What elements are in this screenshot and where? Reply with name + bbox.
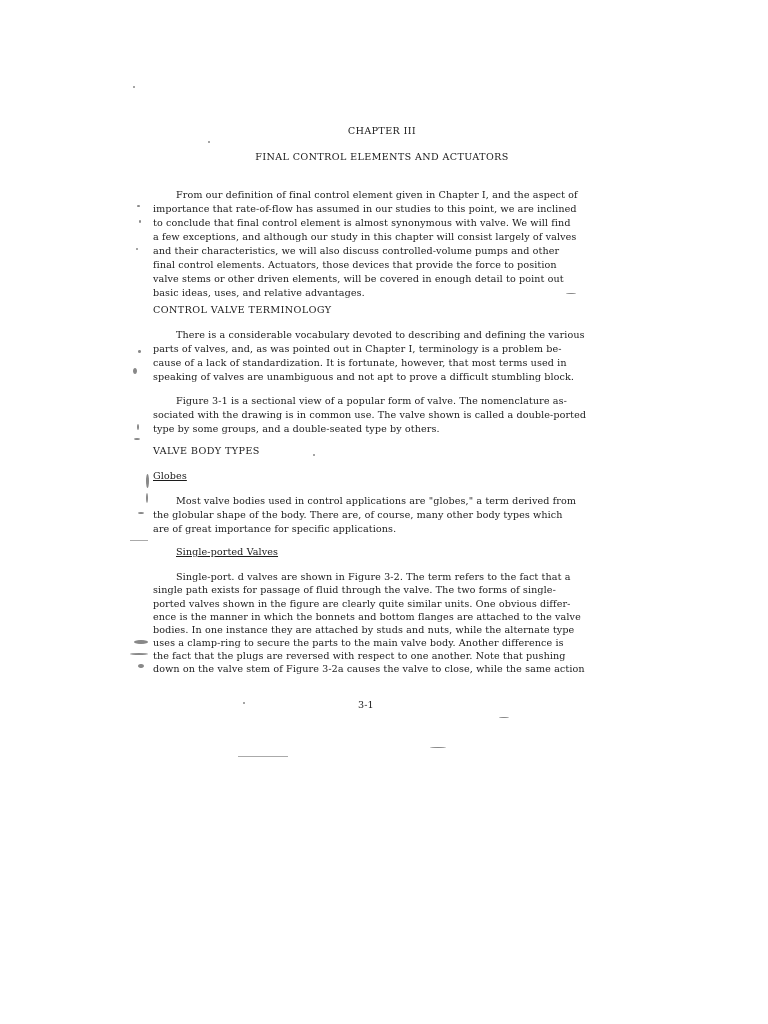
section-heading-body-types: VALVE BODY TYPES bbox=[153, 446, 260, 457]
terminology-line: parts of valves, and, as was pointed out in Chapter I, terminology is a problem be- bbox=[153, 344, 562, 355]
scan-speck bbox=[313, 454, 315, 456]
scan-streak bbox=[238, 756, 288, 757]
single-ported-line: the fact that the plugs are reversed with respect to one another. Note that pushing bbox=[153, 651, 566, 662]
scan-speck bbox=[138, 350, 141, 353]
scan-speck bbox=[499, 717, 509, 718]
globes-line: the globular shape of the body. There are, of course, many other body types which bbox=[153, 510, 563, 521]
scan-speck bbox=[208, 141, 210, 143]
subheading-globes: Globes bbox=[153, 471, 187, 482]
scan-speck bbox=[138, 664, 144, 668]
single-ported-line: down on the valve stem of Figure 3-2a causes the valve to close, while the same action bbox=[153, 664, 585, 675]
scan-speck bbox=[139, 220, 141, 223]
terminology-line: cause of a lack of standardization. It is fortunate, however, that most terms used in bbox=[153, 358, 567, 369]
intro-line: a few exceptions, and although our study in this chapter will consist largely of valves bbox=[153, 232, 577, 243]
terminology-line: There is a considerable vocabulary devoted to describing and defining the various bbox=[176, 330, 585, 341]
intro-line: final control elements. Actuators, those devices that provide the force to position bbox=[153, 260, 557, 271]
scan-speck bbox=[134, 438, 140, 440]
scan-speck bbox=[137, 424, 139, 430]
scan-speck bbox=[136, 248, 138, 250]
single-ported-line: ence is the manner in which the bonnets and bottom flanges are attached to the valve bbox=[153, 612, 581, 623]
intro-line: importance that rate-of-flow has assumed in our studies to this point, we are inclined bbox=[153, 204, 577, 215]
scan-speck bbox=[146, 474, 149, 488]
single-ported-line: single path exists for passage of fluid through the valve. The two forms of single- bbox=[153, 585, 556, 596]
globes-line: Most valve bodies used in control applications are "globes," a term derived from bbox=[176, 496, 577, 507]
intro-line: to conclude that final control element is almost synonymous with valve. We will find bbox=[153, 218, 571, 229]
page-number: 3-1 bbox=[358, 700, 374, 711]
subheading-single-ported: Single-ported Valves bbox=[176, 547, 279, 558]
section-heading-terminology: CONTROL VALVE TERMINOLOGY bbox=[153, 305, 332, 316]
terminology-line: type by some groups, and a double-seated type by others. bbox=[153, 424, 440, 435]
scan-speck bbox=[130, 653, 148, 655]
chapter-title: FINAL CONTROL ELEMENTS AND ACTUATORS bbox=[255, 152, 509, 163]
single-ported-line: ported valves shown in the figure are clearly quite similar units. One obvious differ- bbox=[153, 599, 571, 610]
scan-speck bbox=[137, 205, 140, 207]
intro-line: valve stems or other driven elements, will be covered in enough detail to point out bbox=[153, 274, 564, 285]
single-ported-line: Single-port. d valves are shown in Figure 3-2. The term refers to the fact that a bbox=[176, 572, 571, 583]
scan-speck bbox=[133, 368, 137, 374]
scan-streak bbox=[130, 540, 148, 541]
intro-line: and their characteristics, we will also discuss controlled-volume pumps and other bbox=[153, 246, 560, 257]
chapter-label: CHAPTER III bbox=[347, 126, 417, 137]
terminology-line: sociated with the drawing is in common use. The valve shown is called a double-ported bbox=[153, 410, 587, 421]
scan-speck bbox=[430, 747, 446, 748]
scan-speck bbox=[133, 86, 135, 88]
terminology-line: Figure 3-1 is a sectional view of a popular form of valve. The nomenclature as- bbox=[176, 396, 567, 407]
intro-line: basic ideas, uses, and relative advantages. bbox=[153, 288, 365, 299]
globes-line: are of great importance for specific applications. bbox=[153, 524, 397, 535]
scan-speck bbox=[566, 293, 576, 294]
scan-speck bbox=[243, 702, 245, 704]
scan-speck bbox=[134, 640, 148, 644]
intro-line: From our definition of final control element given in Chapter I, and the aspect of bbox=[176, 190, 578, 201]
terminology-line: speaking of valves are unambiguous and not apt to prove a difficult stumbling block. bbox=[153, 372, 575, 383]
scan-speck bbox=[146, 493, 148, 503]
scan-speck bbox=[138, 512, 144, 514]
single-ported-line: uses a clamp-ring to secure the parts to the main valve body. Another difference is bbox=[153, 638, 564, 649]
single-ported-line: bodies. In one instance they are attached by studs and nuts, while the alternate type bbox=[153, 625, 575, 636]
